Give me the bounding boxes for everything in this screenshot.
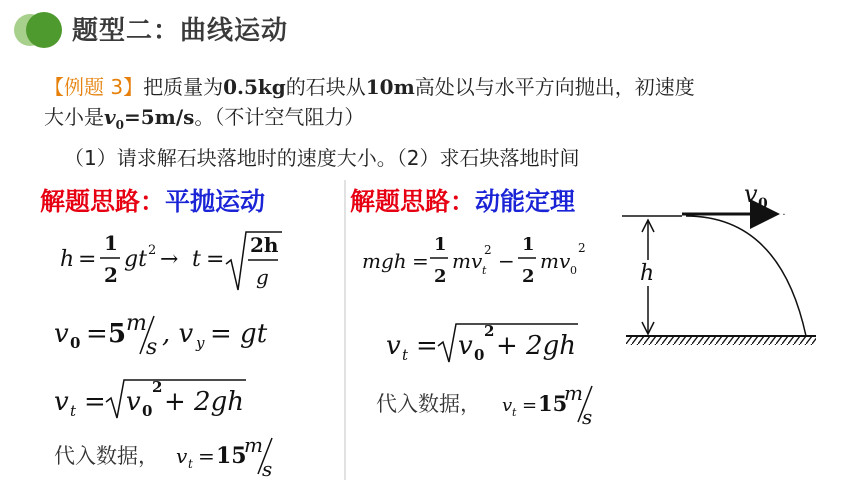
r-eq1-mv: mv	[452, 249, 483, 273]
eq1-root-denominator: g	[256, 265, 269, 289]
r-eq2-sq: 2	[484, 322, 495, 340]
eq1-root-numerator: 2h	[250, 233, 279, 257]
eq1-numerator: 1	[104, 231, 118, 255]
trajectory-curve	[686, 216, 806, 336]
eq2-equals: =	[86, 319, 108, 349]
right-equations	[356, 220, 616, 440]
projectile-diagram	[620, 176, 850, 356]
column-divider	[344, 180, 346, 480]
eq2-vy: , v	[162, 319, 194, 349]
eq2-gt: = gt	[210, 319, 268, 349]
left-sub-equals: =	[198, 444, 215, 468]
eq2-sub: 0	[70, 334, 81, 352]
r-eq1-equals: =	[412, 249, 429, 273]
right-approach-label: 解题思路：动能定理	[350, 187, 576, 216]
eq2-unit-m: m	[126, 311, 147, 336]
eq3-equals: =	[84, 387, 106, 417]
eq1-equals: =	[78, 247, 97, 272]
question-text: （1）请求解石块落地时的速度大小。（2）求石块落地时间	[64, 146, 580, 170]
r-eq1-den2: 2	[522, 266, 535, 287]
right-sub-unit-s: s	[582, 405, 593, 429]
eq2-ysub: y	[196, 334, 205, 352]
r-eq1-num: 1	[434, 234, 447, 255]
left-sub-value: 15	[216, 443, 247, 469]
left-approach-label: 解题思路：平抛运动	[40, 187, 266, 216]
r-eq1-lhs: mgh	[362, 249, 407, 273]
eq3-v0: v	[126, 387, 141, 417]
mass-value: 0.5kg	[223, 75, 286, 99]
eq3-square: 2	[152, 378, 163, 396]
example-tag: 【例题 3】	[44, 75, 144, 99]
left-sub-unit-m: m	[244, 433, 263, 457]
eq2-value: 5	[108, 319, 127, 349]
right-sub-v: v	[502, 395, 513, 416]
left-sub-unit-s: s	[262, 457, 273, 480]
r-eq2-v0sub: 0	[474, 346, 485, 364]
r-eq1-tsub: t	[482, 264, 487, 277]
eq3-sub: t	[70, 402, 77, 420]
r-eq2-v0: v	[458, 331, 473, 361]
right-sub-text: 代入数据，	[376, 392, 481, 416]
eq1-equals-2: =	[206, 247, 225, 272]
r-eq1-mv2: mv	[540, 249, 571, 273]
right-sub-equals: =	[522, 395, 538, 416]
eq2-v: v	[54, 319, 69, 349]
r-eq2-v: v	[386, 331, 401, 361]
eq1-gt: gt	[124, 247, 147, 272]
arrow-dots: · ·	[776, 210, 786, 221]
r-eq2-sub: t	[402, 346, 409, 364]
page-title: 题型二：曲线运动	[72, 16, 289, 46]
r-eq1-sq2: 2	[578, 241, 586, 255]
height-value: 10m	[365, 75, 415, 99]
diagram-v0-sub: 0	[758, 196, 768, 212]
eq1-h: h	[60, 247, 75, 272]
left-equations	[50, 220, 340, 480]
right-sub-vsub: t	[512, 406, 517, 419]
left-sub-vsub: t	[188, 457, 193, 471]
r-eq1-num2: 1	[522, 234, 535, 255]
diagram-v0-label: v	[744, 180, 758, 208]
diagram-h-label: h	[640, 261, 655, 286]
eq1-arrow: →	[160, 247, 179, 272]
r-eq2-rest: + 2gh	[496, 331, 576, 361]
eq1-square: 2	[148, 243, 157, 258]
right-sub-unit-m: m	[564, 381, 583, 405]
eq1-denominator: 2	[104, 263, 118, 287]
problem-statement	[44, 72, 834, 140]
r-eq1-sq: 2	[484, 243, 492, 257]
r-eq1-0sub: 0	[570, 264, 577, 277]
left-sub-v: v	[176, 444, 188, 468]
eq3-rest: + 2gh	[164, 387, 244, 417]
left-sub-text: 代入数据，	[54, 444, 159, 468]
problem-text: 大小是	[44, 105, 104, 129]
header-bullet-icon	[8, 10, 64, 50]
ground-hatch	[626, 337, 816, 345]
right-sub-value: 15	[538, 391, 568, 416]
problem-text: 的石块从	[285, 75, 366, 99]
r-eq1-minus: −	[498, 249, 515, 273]
problem-text: 高处以与水平方向抛出，初速度	[414, 75, 695, 99]
eq3-v: v	[54, 387, 69, 417]
r-eq1-den: 2	[434, 266, 447, 287]
eq1-t: t	[192, 247, 201, 272]
v0-symbol: $v_0=5m/s$	[104, 105, 195, 132]
eq3-v0sub: 0	[142, 402, 153, 420]
eq2-unit-s: s	[146, 335, 158, 360]
problem-text: 把质量为	[143, 75, 224, 99]
problem-text: 。（不计空气阻力）	[194, 105, 365, 129]
r-eq2-equals: =	[416, 331, 438, 361]
